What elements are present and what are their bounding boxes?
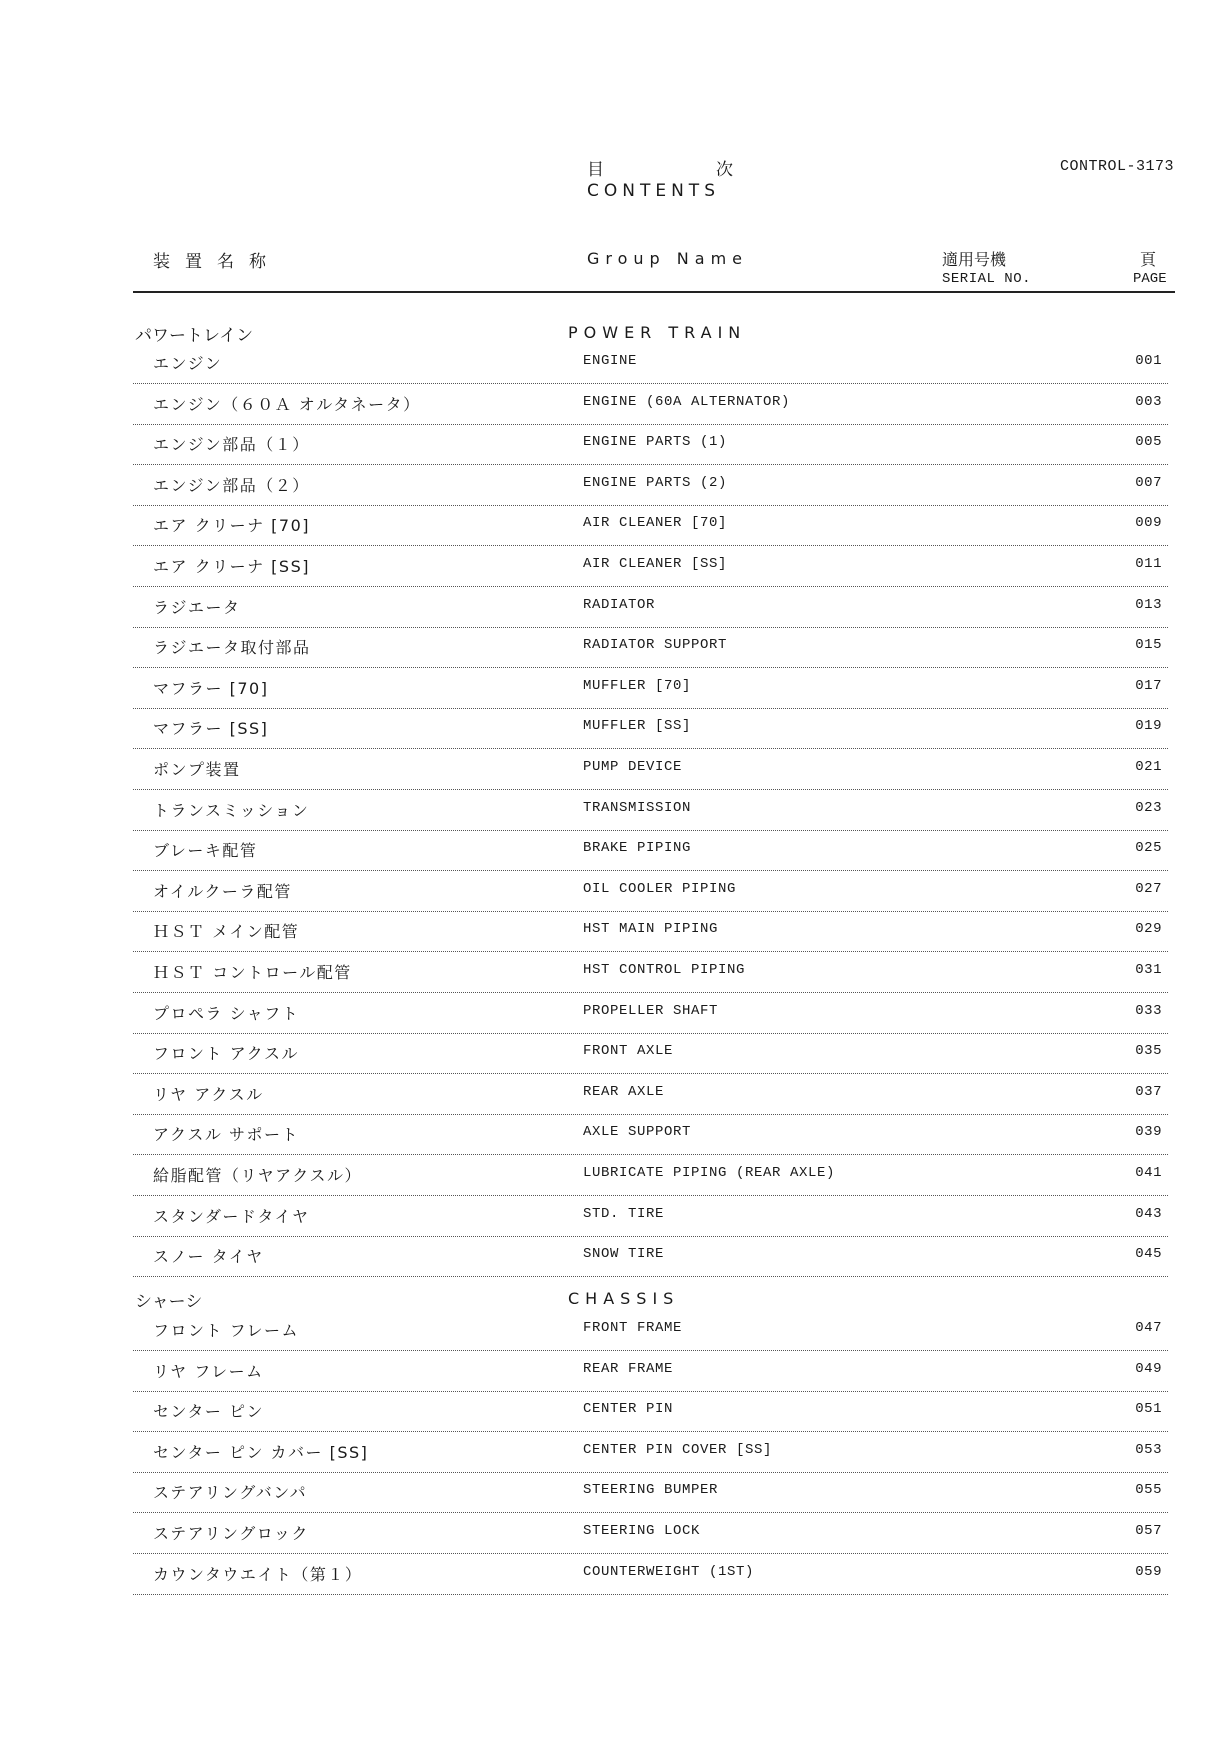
entry-name-jp: エンジン	[153, 354, 223, 373]
toc-entry[interactable]	[133, 467, 1168, 507]
entry-group-name: BRAKE PIPING	[583, 840, 692, 857]
toc-entry[interactable]	[133, 1312, 1168, 1352]
entry-name-jp: ステアリングロック	[153, 1524, 309, 1543]
section-title-en: CHASSIS	[568, 1289, 680, 1308]
entry-name-jp: センター ピン カバー [SS]	[153, 1442, 369, 1462]
title-japanese	[587, 155, 733, 180]
entry-group-name: SNOW TIRE	[583, 1246, 665, 1263]
entry-name-jp: マフラー [SS]	[153, 719, 269, 739]
entry-group-name: ENGINE	[583, 353, 638, 369]
entry-group-name: PROPELLER SHAFT	[583, 1002, 719, 1019]
dotted-leader	[133, 1154, 1168, 1155]
entry-group-name: RADIATOR	[583, 596, 656, 613]
entry-group-name: FRONT FRAME	[583, 1320, 683, 1336]
entry-page-number: 027	[1135, 880, 1162, 897]
column-header-page-en: PAGE	[1133, 271, 1167, 287]
entry-group-name: CENTER PIN COVER [SS]	[583, 1441, 773, 1458]
header-divider	[133, 291, 1175, 293]
entry-page-number: 011	[1135, 556, 1162, 572]
dotted-leader	[133, 1391, 1168, 1392]
dotted-leader	[133, 1236, 1168, 1237]
entry-group-name: MUFFLER [SS]	[583, 718, 692, 735]
entry-page-number: 035	[1135, 1043, 1162, 1060]
toc-entry[interactable]	[133, 995, 1168, 1035]
entry-group-name: RADIATOR SUPPORT	[583, 637, 728, 654]
section-title-en: POWER TRAIN	[568, 323, 747, 342]
entry-group-name: TRANSMISSION	[583, 799, 692, 816]
column-header-group-name: Group Name	[587, 249, 748, 268]
entry-page-number: 041	[1135, 1165, 1162, 1181]
toc-entry[interactable]	[133, 1035, 1168, 1075]
entry-page-number: 023	[1135, 799, 1162, 816]
entry-page-number: 059	[1135, 1563, 1162, 1580]
column-header-name-jp: 装置名称	[153, 252, 281, 272]
entry-name-jp: ＨＳＴ メイン配管	[153, 922, 300, 942]
entry-group-name: COUNTERWEIGHT (1ST)	[583, 1563, 755, 1580]
dotted-leader	[133, 870, 1168, 871]
entry-name-jp: トランスミッション	[153, 800, 310, 820]
entry-name-jp: エンジン（６０Ａ オルタネータ）	[153, 394, 421, 414]
entry-page-number: 007	[1135, 474, 1162, 491]
entry-page-number: 047	[1135, 1320, 1162, 1336]
entry-name-jp: リヤ アクスル	[153, 1084, 264, 1104]
toc-entry[interactable]	[133, 629, 1168, 669]
entry-group-name: STEERING BUMPER	[583, 1482, 719, 1499]
entry-name-jp: プロペラ シャフト	[153, 1003, 300, 1023]
dotted-leader	[133, 1512, 1168, 1513]
entry-group-name: ENGINE PARTS (1)	[583, 434, 728, 451]
toc-entry[interactable]	[133, 751, 1168, 791]
entry-group-name: ENGINE PARTS (2)	[583, 474, 728, 491]
entry-group-name: PUMP DEVICE	[583, 759, 683, 775]
entry-name-jp: オイルクーラ配管	[153, 881, 292, 901]
entry-group-name: OIL COOLER PIPING	[583, 880, 737, 897]
entry-page-number: 039	[1135, 1124, 1162, 1141]
toc-entry[interactable]	[133, 1353, 1168, 1393]
toc-entry[interactable]	[133, 913, 1168, 953]
entry-name-jp: スタンダードタイヤ	[153, 1206, 310, 1226]
entry-page-number: 021	[1135, 759, 1162, 775]
toc-entry[interactable]	[133, 507, 1168, 547]
entry-page-number: 009	[1135, 515, 1162, 532]
entry-name-jp: ラジエータ	[153, 597, 241, 617]
toc-entry[interactable]	[133, 1116, 1168, 1156]
toc-entry[interactable]	[133, 1238, 1168, 1278]
dotted-leader	[133, 1431, 1168, 1432]
entry-group-name: MUFFLER [70]	[583, 677, 692, 694]
dotted-leader	[133, 708, 1168, 709]
toc-entry[interactable]	[133, 670, 1168, 710]
entry-group-name: AIR CLEANER [70]	[583, 515, 728, 532]
dotted-leader	[133, 586, 1168, 587]
entry-page-number: 015	[1135, 637, 1162, 654]
entry-group-name: ENGINE (60A ALTERNATOR)	[583, 393, 791, 410]
section-title-jp: パワートレイン	[135, 326, 254, 346]
entry-group-name: HST MAIN PIPING	[583, 921, 719, 938]
document-code: CONTROL-3173	[1060, 158, 1175, 175]
entry-name-jp: フロント アクスル	[153, 1044, 299, 1064]
entry-name-jp: マフラー [70]	[153, 678, 269, 698]
dotted-leader	[133, 627, 1168, 628]
entry-name-jp: リヤ フレーム	[153, 1361, 264, 1381]
entry-page-number: 003	[1135, 393, 1162, 410]
entry-group-name: FRONT AXLE	[583, 1043, 674, 1060]
dotted-leader	[133, 545, 1168, 546]
toc-entry[interactable]	[133, 426, 1168, 466]
dotted-leader	[133, 1350, 1168, 1351]
entry-name-jp: アクスル サポート	[153, 1125, 299, 1145]
entry-page-number: 051	[1135, 1401, 1162, 1418]
column-header-page-jp: 頁	[1140, 250, 1157, 269]
entry-page-number: 057	[1135, 1523, 1162, 1539]
dotted-leader	[133, 1472, 1168, 1473]
toc-entry[interactable]	[133, 345, 1168, 385]
dotted-leader	[133, 1594, 1168, 1595]
toc-entry[interactable]	[133, 1556, 1168, 1596]
entry-name-jp: エンジン部品（２）	[153, 475, 310, 495]
entry-page-number: 013	[1135, 596, 1162, 613]
entry-name-jp: スノー タイヤ	[153, 1247, 264, 1267]
entry-name-jp: エア クリーナ [SS]	[153, 557, 310, 576]
entry-page-number: 043	[1135, 1205, 1162, 1222]
toc-entry[interactable]	[133, 954, 1168, 994]
entry-page-number: 019	[1135, 718, 1162, 735]
entry-name-jp: フロント フレーム	[153, 1321, 299, 1340]
entry-group-name: STD. TIRE	[583, 1205, 665, 1222]
entry-name-jp: エンジン部品（１）	[153, 435, 310, 455]
dotted-leader	[133, 830, 1168, 831]
entry-group-name: LUBRICATE PIPING (REAR AXLE)	[583, 1165, 836, 1181]
entry-group-name: CENTER PIN	[583, 1401, 674, 1418]
entry-name-jp: ＨＳＴ コントロール配管	[153, 963, 352, 982]
entry-group-name: REAR FRAME	[583, 1360, 674, 1377]
entry-page-number: 049	[1135, 1360, 1162, 1377]
entry-group-name: AXLE SUPPORT	[583, 1124, 692, 1141]
toc-entry[interactable]	[133, 386, 1168, 426]
entry-page-number: 033	[1135, 1002, 1162, 1019]
toc-entry[interactable]	[133, 1434, 1168, 1474]
entry-group-name: REAR AXLE	[583, 1083, 665, 1100]
entry-name-jp: センター ピン	[153, 1402, 264, 1422]
entry-name-jp: ステアリングバンパ	[153, 1483, 308, 1503]
toc-entry[interactable]	[133, 873, 1168, 913]
dotted-leader	[133, 505, 1168, 506]
dotted-leader	[133, 1553, 1168, 1554]
entry-name-jp: ブレーキ配管	[153, 841, 258, 861]
title-jp-char-1: 目	[587, 160, 604, 180]
toc-entry[interactable]	[133, 1474, 1168, 1514]
toc-entry[interactable]	[133, 832, 1168, 872]
toc-entry[interactable]	[133, 589, 1168, 629]
column-header-serial-en: SERIAL NO.	[942, 271, 1032, 287]
toc-entry[interactable]	[133, 1157, 1168, 1197]
entry-page-number: 005	[1135, 434, 1162, 451]
dotted-leader	[133, 789, 1168, 790]
dotted-leader	[133, 1276, 1168, 1277]
dotted-leader	[133, 464, 1168, 465]
dotted-leader	[133, 424, 1168, 425]
entry-page-number: 045	[1135, 1246, 1162, 1263]
section-title-jp: シャーシ	[135, 1292, 203, 1312]
dotted-leader	[133, 1073, 1168, 1074]
entry-name-jp: カウンタウエイト（第１）	[153, 1564, 363, 1584]
entry-page-number: 055	[1135, 1482, 1162, 1499]
column-header-serial-jp: 適用号機	[942, 250, 1007, 269]
dotted-leader	[133, 951, 1168, 952]
entry-page-number: 053	[1135, 1441, 1162, 1458]
toc-entry[interactable]	[133, 548, 1168, 588]
dotted-leader	[133, 1195, 1168, 1196]
entry-page-number: 037	[1135, 1083, 1162, 1100]
entry-name-jp: ラジエータ取付部品	[153, 638, 311, 658]
entry-page-number: 001	[1135, 353, 1162, 369]
toc-entry[interactable]	[133, 1198, 1168, 1238]
entry-page-number: 031	[1135, 962, 1162, 978]
title-english: CONTENTS	[587, 181, 720, 201]
entry-group-name: HST CONTROL PIPING	[583, 962, 746, 978]
entry-name-jp: ポンプ装置	[153, 760, 241, 779]
toc-entry[interactable]	[133, 1076, 1168, 1116]
dotted-leader	[133, 1033, 1168, 1034]
entry-page-number: 025	[1135, 840, 1162, 857]
entry-page-number: 017	[1135, 677, 1162, 694]
toc-entry[interactable]	[133, 792, 1168, 832]
dotted-leader	[133, 1114, 1168, 1115]
entry-name-jp: エア クリーナ [70]	[153, 516, 311, 536]
dotted-leader	[133, 667, 1168, 668]
toc-entry[interactable]	[133, 710, 1168, 750]
title-jp-char-2: 次	[716, 160, 733, 180]
dotted-leader	[133, 911, 1168, 912]
toc-entry[interactable]	[133, 1393, 1168, 1433]
entry-page-number: 029	[1135, 921, 1162, 938]
dotted-leader	[133, 748, 1168, 749]
dotted-leader	[133, 992, 1168, 993]
entry-group-name: STEERING LOCK	[583, 1523, 701, 1539]
entry-name-jp: 給脂配管（リヤアクスル）	[153, 1166, 363, 1185]
dotted-leader	[133, 383, 1168, 384]
toc-entry[interactable]	[133, 1515, 1168, 1555]
entry-group-name: AIR CLEANER [SS]	[583, 556, 728, 572]
